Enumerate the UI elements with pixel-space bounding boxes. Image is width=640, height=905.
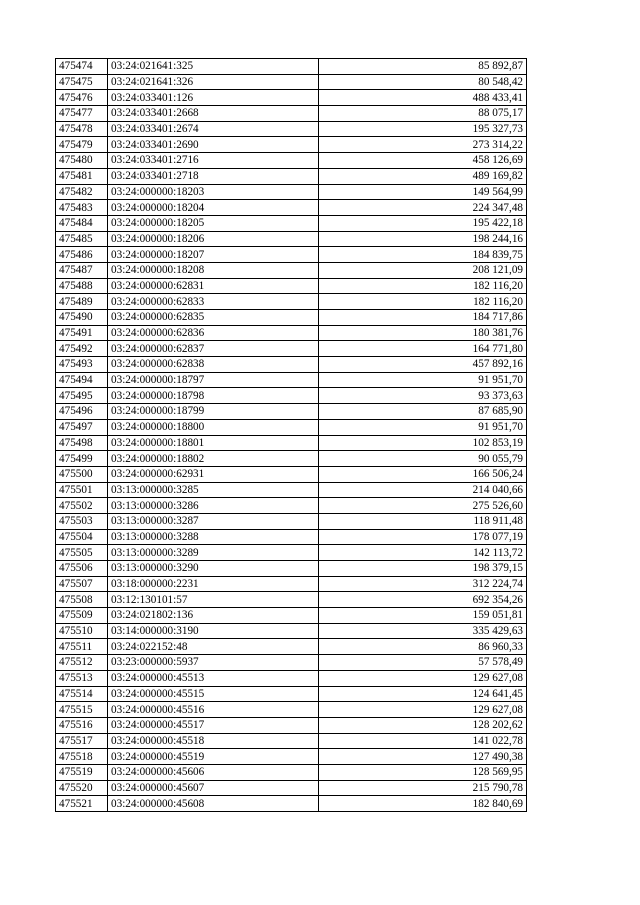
table-row xyxy=(56,733,527,749)
value-cell: 488 433,41 xyxy=(319,90,527,106)
cadastral-number-cell: 03:24:000000:18798 xyxy=(108,388,319,404)
value-cell: 164 771,80 xyxy=(319,341,527,357)
row-number-cell: 475484 xyxy=(56,215,108,231)
row-number-cell: 475514 xyxy=(56,686,108,702)
table-row xyxy=(56,59,527,75)
value-cell: 182 116,20 xyxy=(319,294,527,310)
table-row xyxy=(56,529,527,545)
cadastral-number-cell: 03:13:000000:3285 xyxy=(108,482,319,498)
cadastral-number-cell: 03:24:000000:62835 xyxy=(108,310,319,326)
table-row xyxy=(56,655,527,671)
row-number-cell: 475486 xyxy=(56,247,108,263)
value-cell: 86 960,33 xyxy=(319,639,527,655)
value-cell: 149 564,99 xyxy=(319,184,527,200)
row-number-cell: 475485 xyxy=(56,231,108,247)
value-cell: 90 055,79 xyxy=(319,451,527,467)
value-cell: 159 051,81 xyxy=(319,608,527,624)
row-number-cell: 475490 xyxy=(56,310,108,326)
table-row xyxy=(56,482,527,498)
row-number-cell: 475502 xyxy=(56,498,108,514)
cadastral-number-cell: 03:24:000000:62833 xyxy=(108,294,319,310)
value-cell: 489 169,82 xyxy=(319,168,527,184)
cadastral-number-cell: 03:24:022152:48 xyxy=(108,639,319,655)
cadastral-number-cell: 03:24:000000:18204 xyxy=(108,200,319,216)
row-number-cell: 475504 xyxy=(56,529,108,545)
value-cell: 335 429,63 xyxy=(319,623,527,639)
value-cell: 184 717,86 xyxy=(319,310,527,326)
row-number-cell: 475519 xyxy=(56,764,108,780)
row-number-cell: 475478 xyxy=(56,121,108,137)
row-number-cell: 475512 xyxy=(56,655,108,671)
row-number-cell: 475476 xyxy=(56,90,108,106)
table-row xyxy=(56,90,527,106)
table-row xyxy=(56,670,527,686)
row-number-cell: 475494 xyxy=(56,372,108,388)
row-number-cell: 475500 xyxy=(56,466,108,482)
cadastral-number-cell: 03:24:033401:2674 xyxy=(108,121,319,137)
row-number-cell: 475482 xyxy=(56,184,108,200)
table-row xyxy=(56,74,527,90)
row-number-cell: 475483 xyxy=(56,200,108,216)
row-number-cell: 475487 xyxy=(56,262,108,278)
table-row xyxy=(56,702,527,718)
table-row xyxy=(56,294,527,310)
table-row xyxy=(56,153,527,169)
row-number-cell: 475491 xyxy=(56,325,108,341)
value-cell: 80 548,42 xyxy=(319,74,527,90)
value-cell: 214 040,66 xyxy=(319,482,527,498)
row-number-cell: 475515 xyxy=(56,702,108,718)
table-row xyxy=(56,168,527,184)
cadastral-number-cell: 03:24:000000:18797 xyxy=(108,372,319,388)
value-cell: 180 381,76 xyxy=(319,325,527,341)
value-cell: 692 354,26 xyxy=(319,592,527,608)
row-number-cell: 475488 xyxy=(56,278,108,294)
row-number-cell: 475503 xyxy=(56,513,108,529)
table-row xyxy=(56,576,527,592)
value-cell: 208 121,09 xyxy=(319,262,527,278)
value-cell: 458 126,69 xyxy=(319,153,527,169)
cadastral-number-cell: 03:24:000000:45518 xyxy=(108,733,319,749)
cadastral-number-cell: 03:24:000000:18208 xyxy=(108,262,319,278)
table-row xyxy=(56,639,527,655)
cadastral-number-cell: 03:13:000000:3289 xyxy=(108,545,319,561)
cadastral-number-cell: 03:24:000000:45607 xyxy=(108,780,319,796)
table-row xyxy=(56,200,527,216)
table-body xyxy=(56,59,527,812)
cadastral-number-cell: 03:24:033401:2718 xyxy=(108,168,319,184)
row-number-cell: 475499 xyxy=(56,451,108,467)
table-row xyxy=(56,513,527,529)
value-cell: 195 422,18 xyxy=(319,215,527,231)
value-cell: 88 075,17 xyxy=(319,106,527,122)
value-cell: 85 892,87 xyxy=(319,59,527,75)
value-cell: 142 113,72 xyxy=(319,545,527,561)
row-number-cell: 475480 xyxy=(56,153,108,169)
row-number-cell: 475506 xyxy=(56,561,108,577)
table-row xyxy=(56,121,527,137)
row-number-cell: 475516 xyxy=(56,717,108,733)
cadastral-number-cell: 03:24:000000:45519 xyxy=(108,749,319,765)
table-row xyxy=(56,372,527,388)
cadastral-value-table xyxy=(55,58,527,812)
cadastral-number-cell: 03:24:033401:2716 xyxy=(108,153,319,169)
cadastral-number-cell: 03:24:000000:62836 xyxy=(108,325,319,341)
row-number-cell: 475474 xyxy=(56,59,108,75)
table-row xyxy=(56,388,527,404)
value-cell: 141 022,78 xyxy=(319,733,527,749)
cadastral-number-cell: 03:24:000000:45517 xyxy=(108,717,319,733)
table-row xyxy=(56,466,527,482)
cadastral-number-cell: 03:24:000000:45606 xyxy=(108,764,319,780)
cadastral-number-cell: 03:12:130101:57 xyxy=(108,592,319,608)
value-cell: 91 951,70 xyxy=(319,372,527,388)
table-row xyxy=(56,623,527,639)
row-number-cell: 475477 xyxy=(56,106,108,122)
cadastral-number-cell: 03:24:000000:18205 xyxy=(108,215,319,231)
table-row xyxy=(56,184,527,200)
table-row xyxy=(56,137,527,153)
table-row xyxy=(56,435,527,451)
table-row xyxy=(56,749,527,765)
row-number-cell: 475497 xyxy=(56,419,108,435)
table-row xyxy=(56,262,527,278)
row-number-cell: 475513 xyxy=(56,670,108,686)
cadastral-number-cell: 03:24:000000:62931 xyxy=(108,466,319,482)
table-row xyxy=(56,545,527,561)
table-row xyxy=(56,357,527,373)
table-row xyxy=(56,592,527,608)
value-cell: 457 892,16 xyxy=(319,357,527,373)
row-number-cell: 475496 xyxy=(56,404,108,420)
value-cell: 87 685,90 xyxy=(319,404,527,420)
table-row xyxy=(56,796,527,812)
cadastral-number-cell: 03:24:000000:18799 xyxy=(108,404,319,420)
cadastral-number-cell: 03:23:000000:5937 xyxy=(108,655,319,671)
table-row xyxy=(56,686,527,702)
cadastral-number-cell: 03:24:000000:62837 xyxy=(108,341,319,357)
row-number-cell: 475498 xyxy=(56,435,108,451)
value-cell: 215 790,78 xyxy=(319,780,527,796)
cadastral-number-cell: 03:13:000000:3286 xyxy=(108,498,319,514)
cadastral-number-cell: 03:18:000000:2231 xyxy=(108,576,319,592)
value-cell: 275 526,60 xyxy=(319,498,527,514)
value-cell: 118 911,48 xyxy=(319,513,527,529)
table-row xyxy=(56,561,527,577)
value-cell: 178 077,19 xyxy=(319,529,527,545)
value-cell: 124 641,45 xyxy=(319,686,527,702)
row-number-cell: 475521 xyxy=(56,796,108,812)
cadastral-number-cell: 03:13:000000:3287 xyxy=(108,513,319,529)
row-number-cell: 475495 xyxy=(56,388,108,404)
cadastral-number-cell: 03:24:000000:18801 xyxy=(108,435,319,451)
cadastral-number-cell: 03:24:000000:18203 xyxy=(108,184,319,200)
table-row xyxy=(56,780,527,796)
cadastral-number-cell: 03:24:000000:18206 xyxy=(108,231,319,247)
table-row xyxy=(56,404,527,420)
cadastral-number-cell: 03:24:000000:62831 xyxy=(108,278,319,294)
value-cell: 129 627,08 xyxy=(319,670,527,686)
row-number-cell: 475505 xyxy=(56,545,108,561)
table-row xyxy=(56,215,527,231)
cadastral-number-cell: 03:24:033401:2668 xyxy=(108,106,319,122)
cadastral-number-cell: 03:24:000000:62838 xyxy=(108,357,319,373)
value-cell: 57 578,49 xyxy=(319,655,527,671)
value-cell: 184 839,75 xyxy=(319,247,527,263)
row-number-cell: 475507 xyxy=(56,576,108,592)
table-row xyxy=(56,608,527,624)
row-number-cell: 475493 xyxy=(56,357,108,373)
value-cell: 224 347,48 xyxy=(319,200,527,216)
row-number-cell: 475489 xyxy=(56,294,108,310)
row-number-cell: 475481 xyxy=(56,168,108,184)
table-row xyxy=(56,310,527,326)
row-number-cell: 475479 xyxy=(56,137,108,153)
table-row xyxy=(56,231,527,247)
cadastral-number-cell: 03:24:000000:45516 xyxy=(108,702,319,718)
cadastral-number-cell: 03:13:000000:3290 xyxy=(108,561,319,577)
row-number-cell: 475510 xyxy=(56,623,108,639)
value-cell: 127 490,38 xyxy=(319,749,527,765)
row-number-cell: 475492 xyxy=(56,341,108,357)
row-number-cell: 475511 xyxy=(56,639,108,655)
cadastral-number-cell: 03:24:000000:18800 xyxy=(108,419,319,435)
row-number-cell: 475520 xyxy=(56,780,108,796)
value-cell: 128 202,62 xyxy=(319,717,527,733)
row-number-cell: 475509 xyxy=(56,608,108,624)
table-row xyxy=(56,278,527,294)
value-cell: 93 373,63 xyxy=(319,388,527,404)
cadastral-number-cell: 03:14:000000:3190 xyxy=(108,623,319,639)
cadastral-number-cell: 03:24:021802:136 xyxy=(108,608,319,624)
row-number-cell: 475475 xyxy=(56,74,108,90)
cadastral-number-cell: 03:24:021641:326 xyxy=(108,74,319,90)
table-row xyxy=(56,325,527,341)
table-row xyxy=(56,106,527,122)
row-number-cell: 475501 xyxy=(56,482,108,498)
value-cell: 182 116,20 xyxy=(319,278,527,294)
cadastral-number-cell: 03:13:000000:3288 xyxy=(108,529,319,545)
value-cell: 102 853,19 xyxy=(319,435,527,451)
value-cell: 198 244,16 xyxy=(319,231,527,247)
cadastral-number-cell: 03:24:021641:325 xyxy=(108,59,319,75)
value-cell: 195 327,73 xyxy=(319,121,527,137)
table-row xyxy=(56,451,527,467)
value-cell: 198 379,15 xyxy=(319,561,527,577)
value-cell: 182 840,69 xyxy=(319,796,527,812)
table-row xyxy=(56,717,527,733)
row-number-cell: 475517 xyxy=(56,733,108,749)
table-row xyxy=(56,498,527,514)
cadastral-number-cell: 03:24:000000:45515 xyxy=(108,686,319,702)
table-row xyxy=(56,419,527,435)
value-cell: 312 224,74 xyxy=(319,576,527,592)
value-cell: 273 314,22 xyxy=(319,137,527,153)
value-cell: 166 506,24 xyxy=(319,466,527,482)
cadastral-number-cell: 03:24:000000:18802 xyxy=(108,451,319,467)
table-row xyxy=(56,341,527,357)
cadastral-number-cell: 03:24:033401:2690 xyxy=(108,137,319,153)
value-cell: 128 569,95 xyxy=(319,764,527,780)
row-number-cell: 475508 xyxy=(56,592,108,608)
row-number-cell: 475518 xyxy=(56,749,108,765)
cadastral-number-cell: 03:24:000000:45608 xyxy=(108,796,319,812)
cadastral-number-cell: 03:24:033401:126 xyxy=(108,90,319,106)
value-cell: 91 951,70 xyxy=(319,419,527,435)
value-cell: 129 627,08 xyxy=(319,702,527,718)
table-row xyxy=(56,764,527,780)
table-row xyxy=(56,247,527,263)
cadastral-number-cell: 03:24:000000:18207 xyxy=(108,247,319,263)
cadastral-number-cell: 03:24:000000:45513 xyxy=(108,670,319,686)
